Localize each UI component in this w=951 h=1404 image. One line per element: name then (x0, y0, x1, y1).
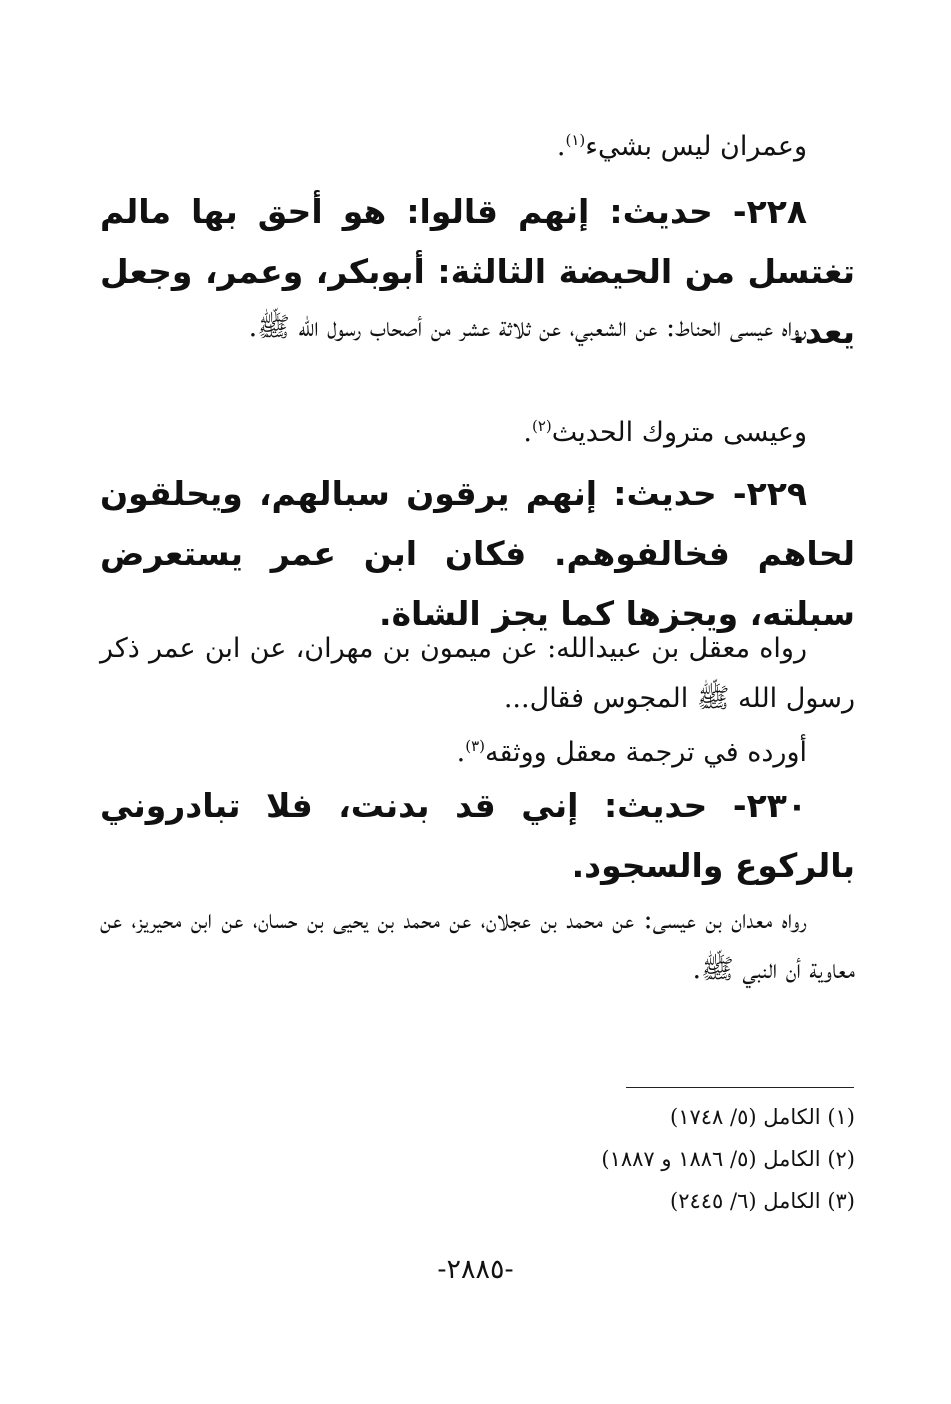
page-number: -٢٨٨٥- (437, 1254, 514, 1285)
paragraph-narration-230: رواه معدان بن عيسى: عن محمد بن عجلان، عن محمد بن يحيى بن حسان، عن ابن محيريز، عن معاوية أن النبي ﷺ. (100, 904, 855, 985)
hadith-230: ٢٣٠- حديث: إني قد بدنت، فلا تبادروني بالركوع والسجود. (100, 786, 855, 885)
sentence-period: . (523, 417, 532, 448)
paragraph-isa-matruk (100, 408, 855, 458)
hadith-229: ٢٢٩- حديث: إنهم يرقون سبالهم، ويحلقون لحاهم فخالفوهم. فكان ابن عمر يستعرض سبلته، ويجزها كما يجز الشاة. (100, 474, 855, 633)
paragraph-imran (100, 122, 855, 172)
footnote-2: (٢) الكامل (٥/ ١٨٨٦ و ١٨٨٧) (601, 1147, 855, 1171)
hadith-228: ٢٢٨- حديث: إنهم قالوا: هو أحق بها مالم تغتسل من الحيضة الثالثة: أبوبكر، وعمر، وجعل يعد. (100, 192, 855, 351)
footnote-reference: (٣) (465, 737, 485, 755)
footnote-reference: (٢) (532, 417, 552, 435)
footnote-3: (٣) الكامل (٦/ ٢٤٤٥) (670, 1189, 855, 1213)
paragraph-text: أورده في ترجمة معقل ووثقه (485, 737, 807, 768)
paragraph-text: وعيسى متروك الحديث (551, 417, 807, 448)
footnote-reference: (١) (565, 131, 586, 149)
sentence-period: . (556, 131, 566, 162)
paragraph-tarjama (100, 728, 855, 778)
footnote-divider (626, 1087, 854, 1088)
paragraph-text: وعمران ليس بشيء (585, 131, 807, 162)
sentence-period: . (456, 737, 466, 768)
paragraph-narration-229: رواه معقل بن عبيدالله: عن ميمون بن مهران، عن ابن عمر ذكر رسول الله ﷺ المجوس فقال... (100, 633, 855, 714)
footnote-1: (١) الكامل (٥/ ١٧٤٨) (670, 1105, 855, 1129)
paragraph-narration-228: رواه عيسى الحناط: عن الشعبي، عن ثلاثة عشر من أصحاب رسول الله ﷺ. (248, 312, 807, 343)
